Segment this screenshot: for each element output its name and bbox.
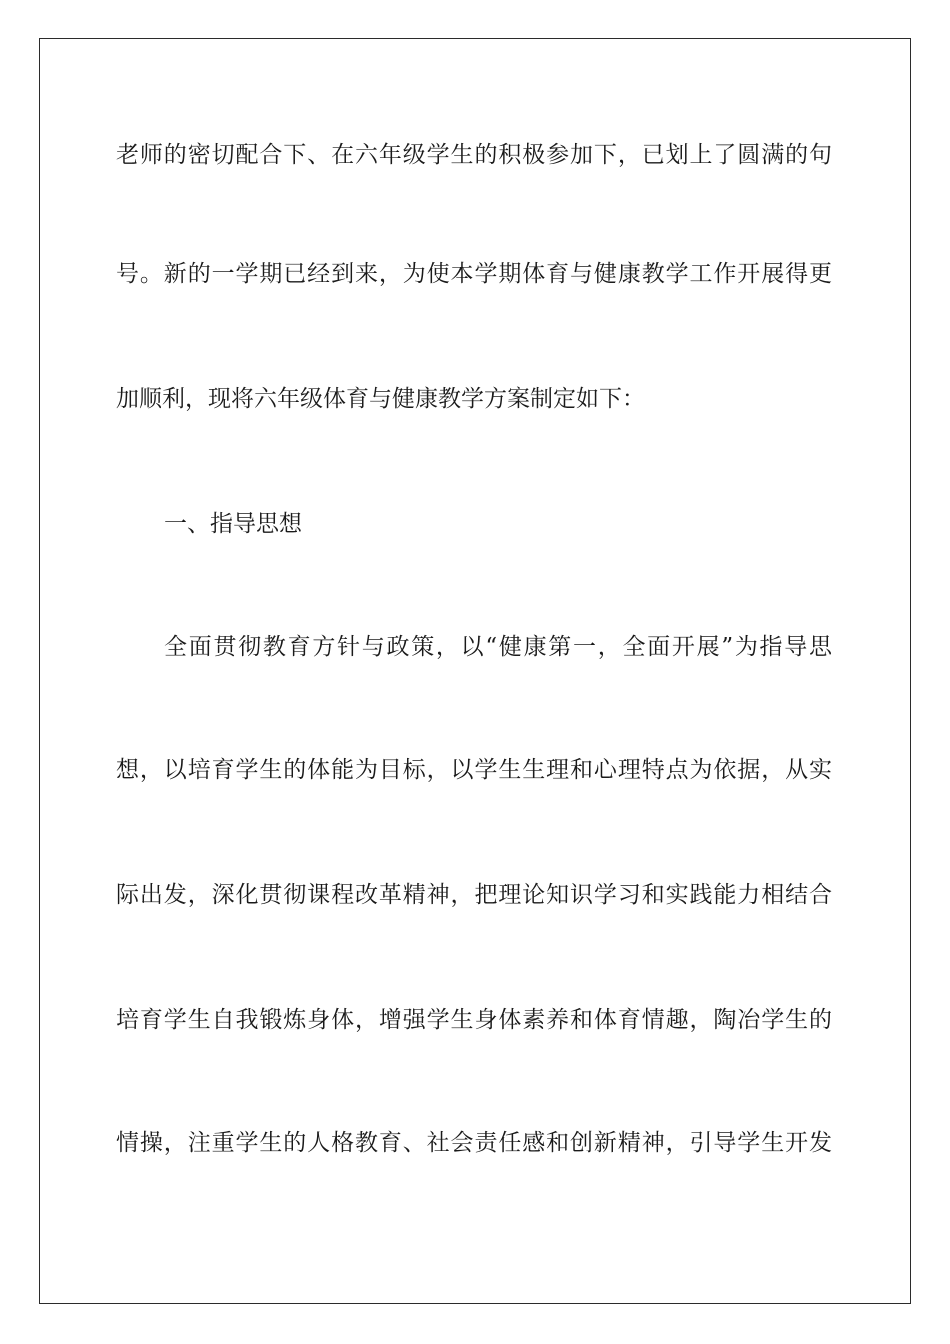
body-text-line-5: 全面贯彻教育方针与政策，以“健康第一，全面开展”为指导思: [164, 634, 832, 660]
body-text-line-6: 想，以培育学生的体能为目标，以学生生理和心理特点为依据，从实: [116, 757, 832, 783]
body-text-line-3: 加顺利，现将六年级体育与健康教学方案制定如下：: [116, 386, 645, 412]
section-heading: 一、指导思想: [164, 511, 302, 537]
body-text-line-1: 老师的密切配合下、在六年级学生的积极参加下，已划上了圆满的句: [116, 142, 832, 168]
body-text-line-8: 培育学生自我锻炼身体，增强学生身体素养和体育情趣，陶冶学生的: [116, 1007, 832, 1033]
page-border: [39, 38, 911, 1304]
body-text-line-2: 号。新的一学期已经到来，为使本学期体育与健康教学工作开展得更: [116, 261, 832, 287]
body-text-line-9: 情操，注重学生的人格教育、社会责任感和创新精神，引导学生开发: [116, 1130, 832, 1156]
body-text-line-7: 际出发，深化贯彻课程改革精神，把理论知识学习和实践能力相结合: [116, 882, 832, 908]
